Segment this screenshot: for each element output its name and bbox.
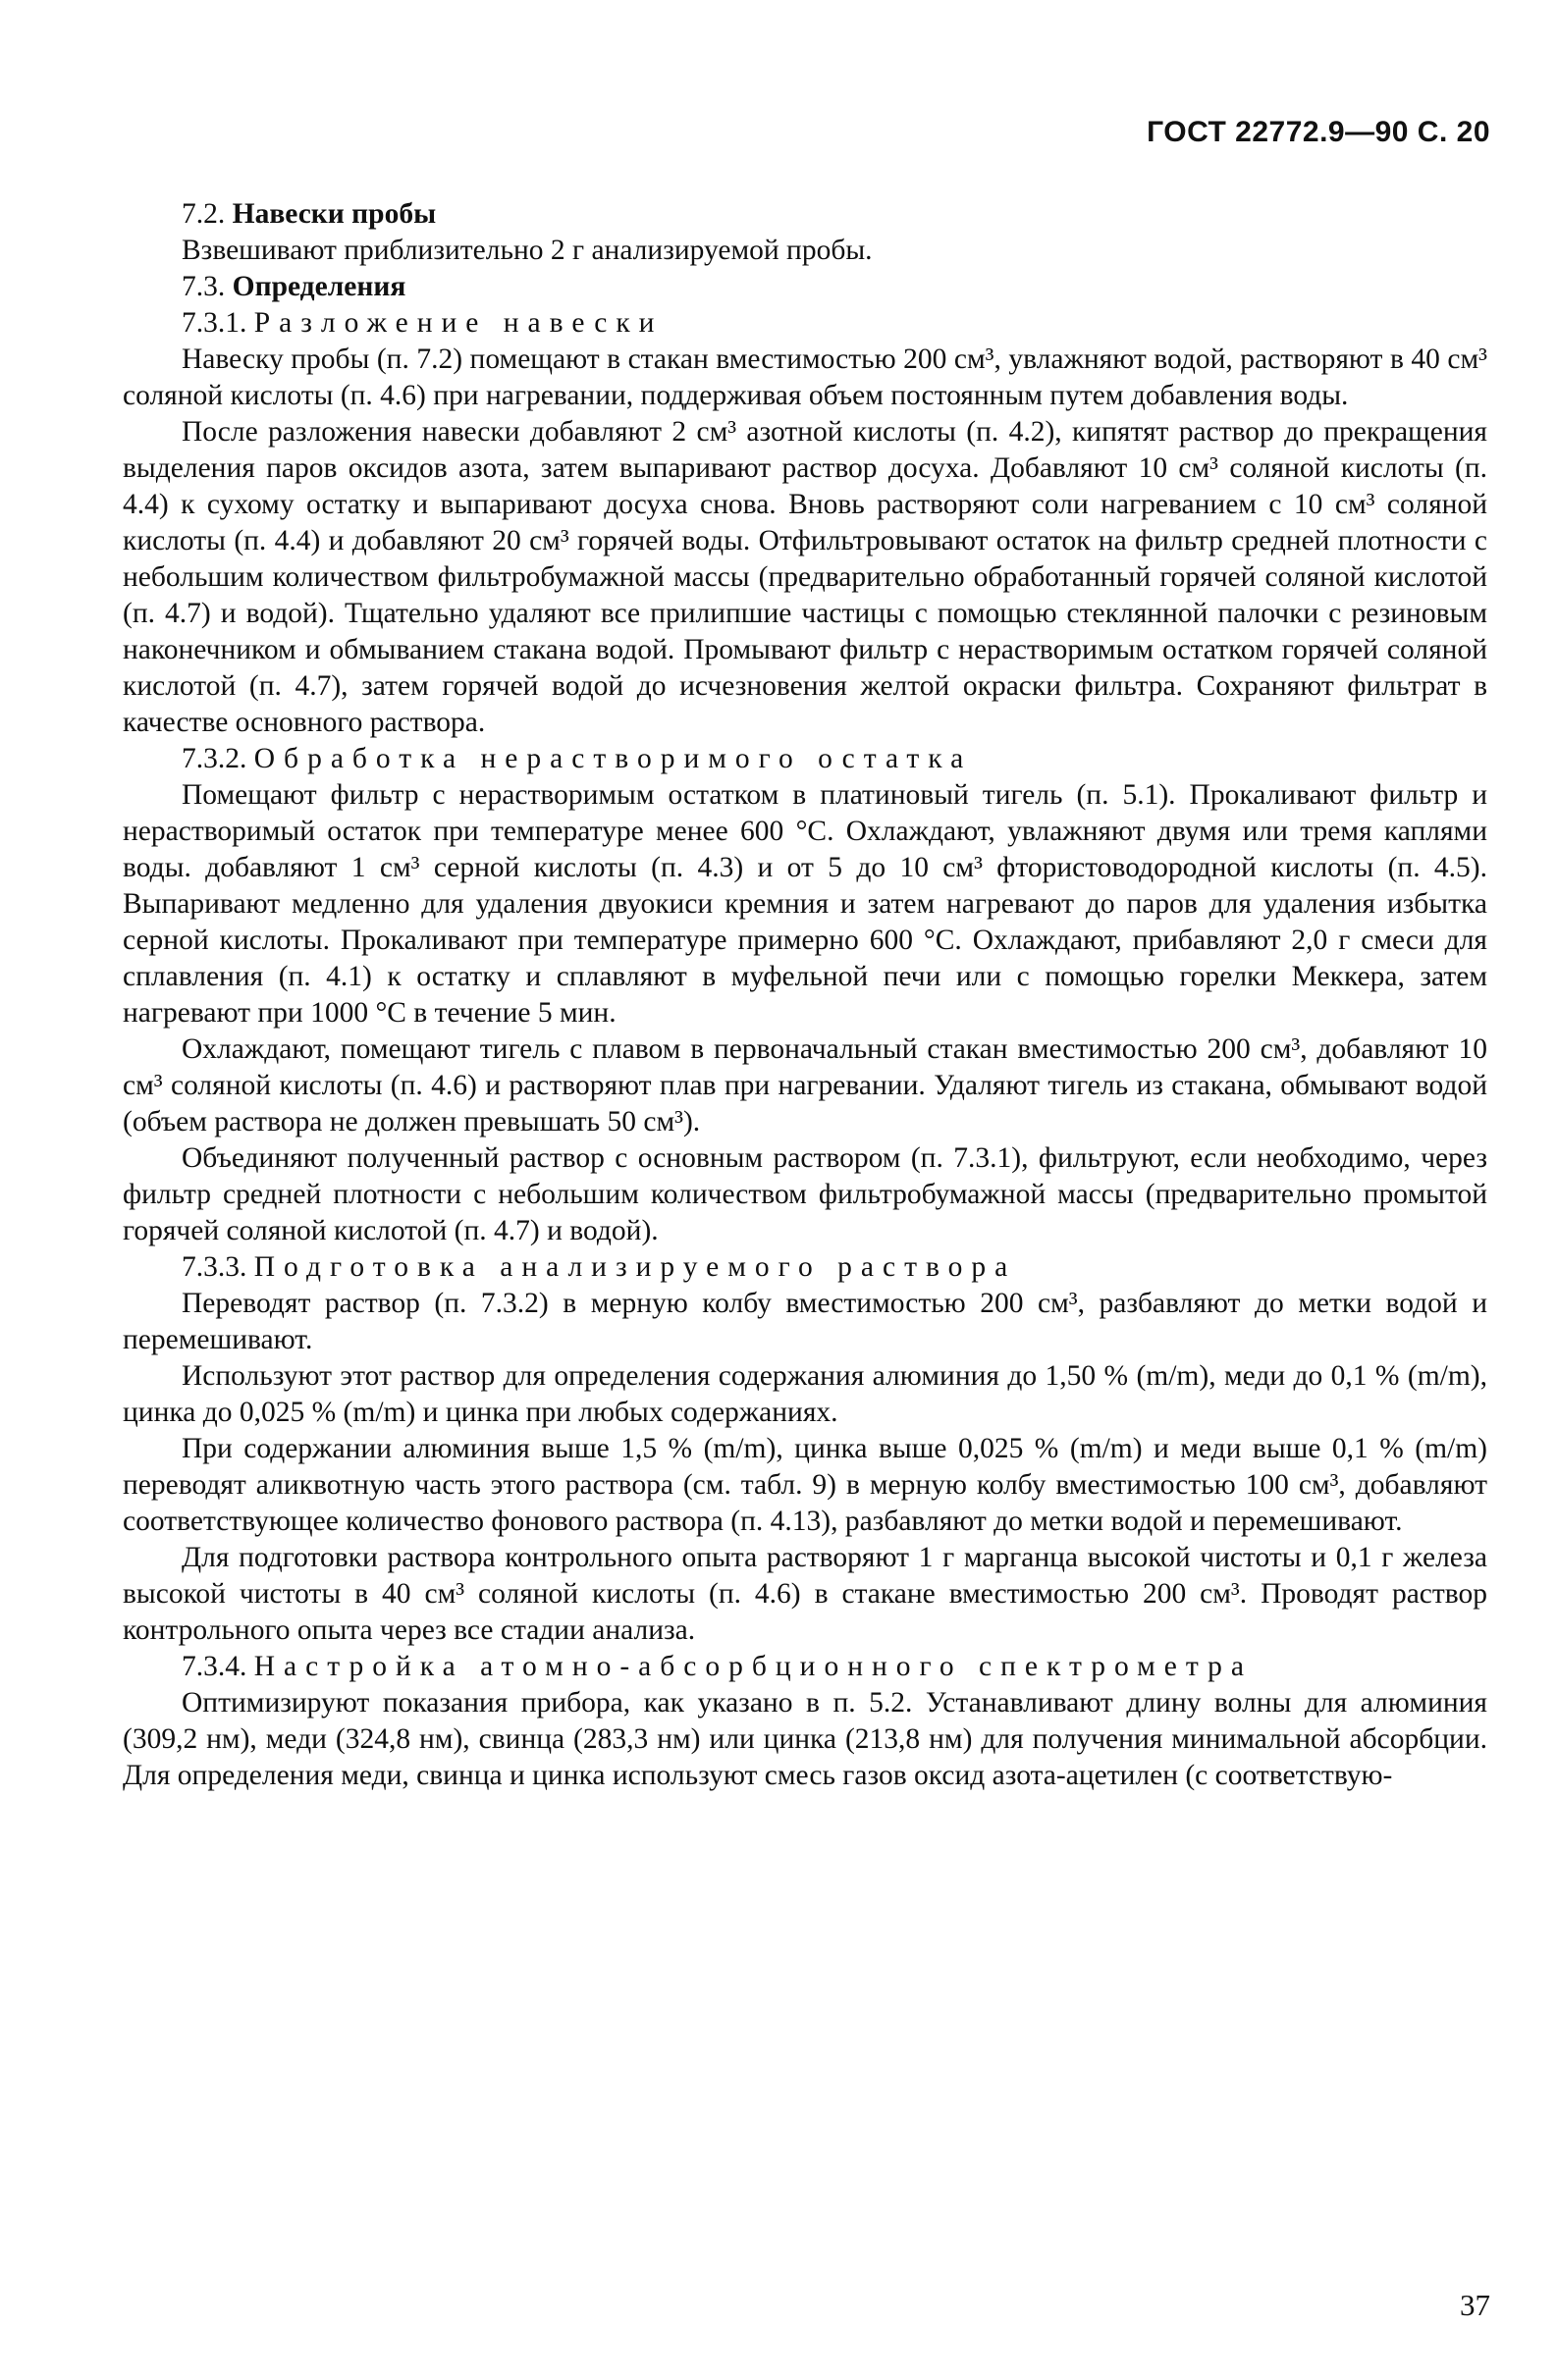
paragraph: Переводят раствор (п. 7.3.2) в мерную колбу вместимостью 200 см³, разбавляют до метки водой и перемешивают. <box>123 1288 1487 1355</box>
paragraph: При содержании алюминия выше 1,5 % (m/m), цинка выше 0,025 % (m/m) и меди выше 0,1 % (m/m) переводят аликвотную часть этого раствора (см. табл. 9) в мерную колбу вместимостью 100 см³, добавляют соответствующее количество фонового раствора (п. 4.13), разбавляют до метки водой и перемешивают. <box>123 1433 1487 1537</box>
subsection-heading: 7.3.2. Обработка нерастворимого остатка <box>182 743 973 774</box>
section-heading: 7.2. Навески пробы <box>182 198 437 230</box>
document-body <box>123 196 1487 1794</box>
subsection-heading: 7.3.3. Подготовка анализируемого раствора <box>182 1251 1017 1283</box>
paragraph: Охлаждают, помещают тигель с плавом в первоначальный стакан вместимостью 200 см³, добавляют 10 см³ соляной кислоты (п. 4.6) и растворяют плав при нагревании. Удаляют тигель из стакана, обмывают водой (объем раствора не должен превышать 50 см³). <box>123 1033 1487 1137</box>
page-header: ГОСТ 22772.9—90 С. 20 <box>1147 116 1490 148</box>
paragraph: Навеску пробы (п. 7.2) помещают в стакан вместимостью 200 см³, увлажняют водой, растворяют в 40 см³ соляной кислоты (п. 4.6) при нагревании, поддерживая объем постоянным путем добавления воды. <box>123 344 1487 411</box>
section-heading: 7.3. Определения <box>182 271 406 302</box>
paragraph: После разложения навески добавляют 2 см³ азотной кислоты (п. 4.2), кипятят раствор до прекращения выделения паров оксидов азота, затем выпаривают раствор досуха. Добавляют 10 см³ соляной кислоты (п. 4.4) к сухому остатку и выпаривают досуха снова. Вновь растворяют соли нагреванием с 10 см³ соляной кислоты (п. 4.4) и добавляют 20 см³ горячей воды. Отфильтровывают остаток на фильтр средней плотности с небольшим количеством фильтробумажной массы (предварительно обработанный горячей соляной кислотой (п. 4.7) и водой). Тщательно удаляют все прилипшие частицы с помощью стеклянной палочки с резиновым наконечником и обмыванием стакана водой. Промывают фильтр с нерастворимым остатком горячей соляной кислотой (п. 4.7), затем горячей водой до исчезновения желтой окраски фильтра. Сохраняют фильтрат в качестве основного раствора. <box>123 416 1487 738</box>
paragraph: Объединяют полученный раствор с основным раствором (п. 7.3.1), фильтруют, если необходимо, через фильтр средней плотности с небольшим количеством фильтробумажной массы (предварительно промытой горячей соляной кислотой (п. 4.7) и водой). <box>123 1142 1487 1246</box>
paragraph: Для подготовки раствора контрольного опыта растворяют 1 г марганца высокой чистоты и 0,1 г железа высокой чистоты в 40 см³ соляной кислоты (п. 4.6) в стакане вместимостью 200 см³. Проводят раствор контрольного опыта через все стадии анализа. <box>123 1542 1487 1646</box>
subsection-heading: 7.3.1. Разложение навески <box>182 307 664 339</box>
paragraph: Оптимизируют показания прибора, как указано в п. 5.2. Устанавливают длину волны для алюминия (309,2 нм), меди (324,8 нм), свинца (283,3 нм) или цинка (213,8 нм) для получения минимальной абсорбции. Для определения меди, свинца и цинка используют смесь газов оксид азота-ацетилен (с соответствую- <box>123 1687 1487 1791</box>
paragraph: Взвешивают приблизительно 2 г анализируемой пробы. <box>182 235 873 266</box>
paragraph: Используют этот раствор для определения содержания алюминия до 1,50 % (m/m), меди до 0,1 % (m/m), цинка до 0,025 % (m/m) и цинка при любых содержаниях. <box>123 1360 1487 1428</box>
page-number: 37 <box>1460 2288 1490 2322</box>
paragraph: Помещают фильтр с нерастворимым остатком в платиновый тигель (п. 5.1). Прокаливают фильтр и нерастворимый остаток при температуре менее 600 °С. Охлаждают, увлажняют двумя или тремя каплями воды. добавляют 1 см³ серной кислоты (п. 4.3) и от 5 до 10 см³ фтористоводородной кислоты (п. 4.5). Выпаривают медленно для удаления двуокиси кремния и затем нагревают до паров для удаления избытка серной кислоты. Прокаливают при температуре примерно 600 °С. Охлаждают, прибавляют 2,0 г смеси для сплавления (п. 4.1) к остатку и сплавляют в муфельной печи или с помощью горелки Меккера, затем нагревают при 1000 °С в течение 5 мин. <box>123 779 1487 1029</box>
subsection-heading: 7.3.4. Настройка атомно-абсорбционного спектрометра <box>182 1651 1253 1682</box>
